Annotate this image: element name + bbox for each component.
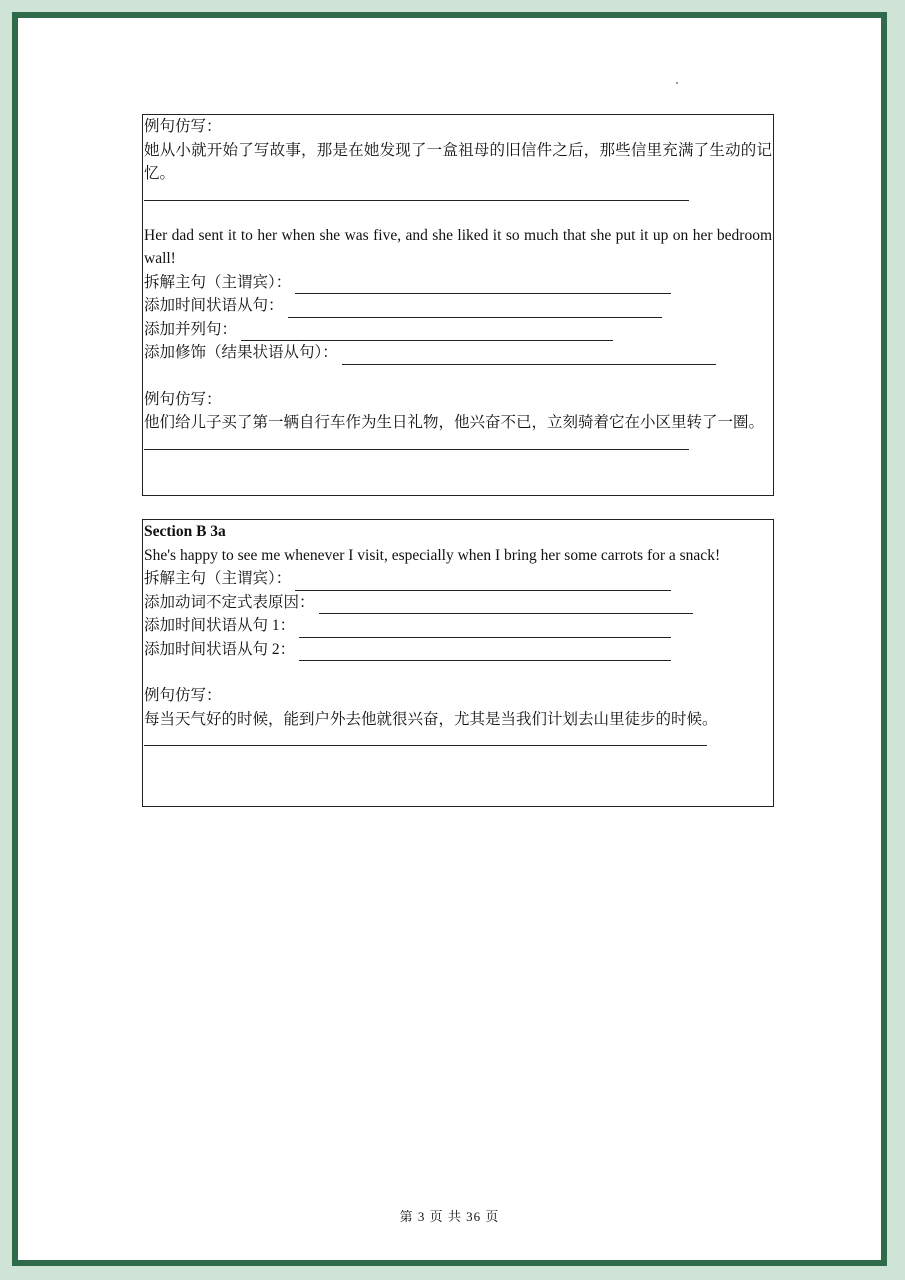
prompt-infinitive bbox=[144, 591, 773, 615]
answer-blank[interactable] bbox=[295, 275, 671, 294]
section-heading: Section B 3a bbox=[144, 523, 226, 540]
example-label: 例句仿写： bbox=[144, 390, 222, 408]
prompt-result-clause bbox=[144, 341, 773, 365]
prompt-label: 拆解主句（主谓宾）： bbox=[144, 570, 292, 587]
document-page bbox=[18, 18, 881, 1260]
answer-blank[interactable] bbox=[319, 595, 693, 614]
answer-blank[interactable] bbox=[299, 642, 671, 661]
prompt-label: 添加修饰（结果状语从句）： bbox=[144, 344, 338, 361]
prompt-label: 拆解主句（主谓宾）： bbox=[144, 273, 292, 291]
prompt-main-clause bbox=[144, 567, 773, 591]
prompt-label: 添加动词不定式表原因： bbox=[144, 593, 315, 611]
prompt-time-clause-2 bbox=[144, 638, 773, 662]
prompt-coordinate-clause bbox=[144, 318, 773, 342]
answer-blank[interactable] bbox=[342, 346, 716, 365]
example-label: 例句仿写： bbox=[144, 687, 222, 704]
model-sentence: Her dad sent it to her when she was five, and she liked it so much that she put it up on her bedroom wall! bbox=[144, 226, 772, 267]
page-number: 第 3 页 共 36 页 bbox=[399, 1209, 500, 1224]
prompt-label: 添加时间状语从句 2： bbox=[144, 640, 296, 658]
prompt-label: 添加时间状语从句： bbox=[144, 297, 284, 314]
answer-line[interactable] bbox=[144, 186, 689, 201]
answer-blank[interactable] bbox=[299, 619, 671, 638]
page-speck bbox=[676, 82, 678, 84]
prompt-time-clause-1 bbox=[144, 614, 773, 638]
answer-line[interactable] bbox=[144, 435, 689, 450]
exercise-box-2 bbox=[142, 519, 774, 807]
answer-line[interactable] bbox=[144, 731, 707, 746]
example-chinese-text: 她从小就开始了写故事，那是在她发现了一盒祖母的旧信件之后，那些信里充满了生动的记忆。 bbox=[144, 141, 772, 182]
example-label: 例句仿写： bbox=[144, 118, 222, 135]
answer-blank[interactable] bbox=[295, 572, 671, 591]
model-sentence: She's happy to see me whenever I visit, especially when I bring her some carrots for a snack! bbox=[144, 546, 721, 564]
prompt-label: 添加并列句： bbox=[144, 320, 238, 338]
example-chinese-text: 每当天气好的时候，能到户外去他就很兴奋，尤其是当我们计划去山里徒步的时候。 bbox=[144, 710, 718, 728]
exercise-box-1 bbox=[142, 114, 774, 496]
prompt-label: 添加时间状语从句 1： bbox=[144, 617, 296, 634]
prompt-main-clause bbox=[144, 271, 773, 295]
answer-blank[interactable] bbox=[288, 299, 662, 318]
example-chinese-text: 他们给儿子买了第一辆自行车作为生日礼物，他兴奋不已，立刻骑着它在小区里转了一圈。 bbox=[144, 414, 765, 431]
prompt-time-clause bbox=[144, 294, 773, 318]
answer-blank[interactable] bbox=[241, 322, 613, 341]
page-frame bbox=[12, 12, 887, 1266]
